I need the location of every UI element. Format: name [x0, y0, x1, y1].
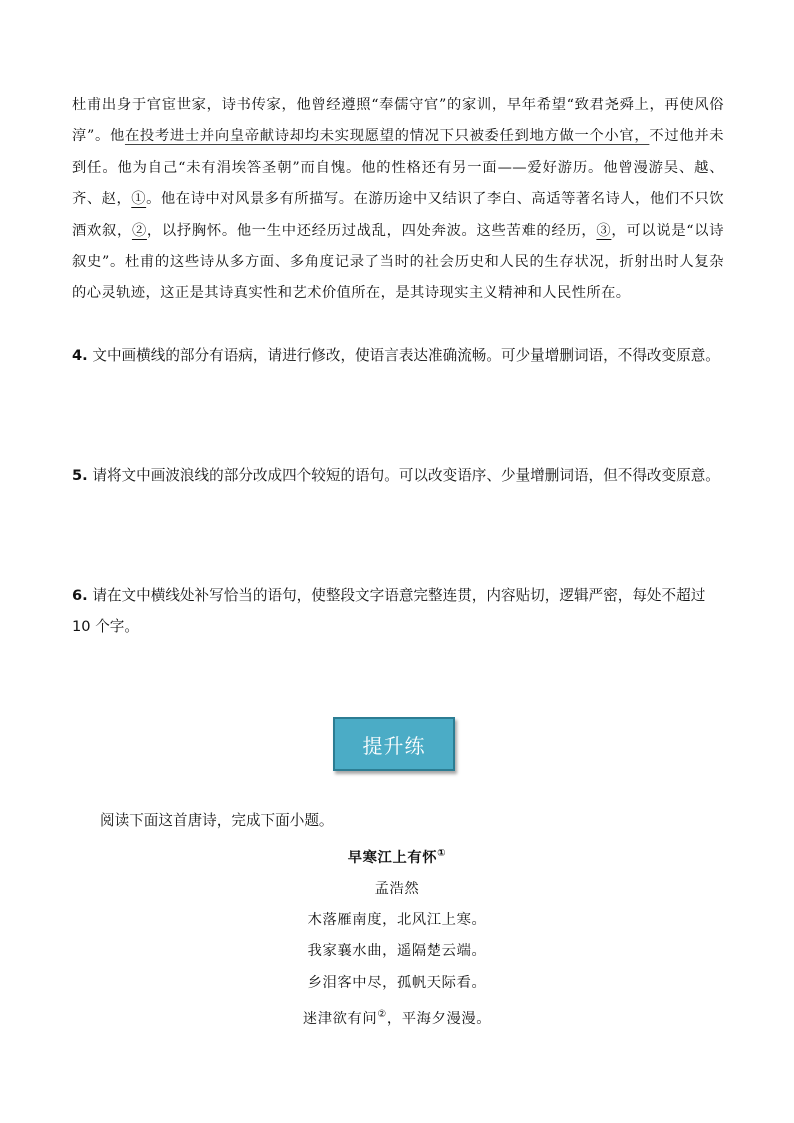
section-banner-label: 提升练 — [362, 733, 426, 758]
question-number: 4. — [72, 347, 88, 364]
passage-text: 杜甫出身于官宦世家，诗书传家，他曾经遵照“奉儒守官”的家训，早年希望“致君尧舜上，再使风俗淳”。他 — [72, 97, 724, 145]
section-banner — [333, 717, 455, 771]
poem-line-part: 迷津欲有问 — [302, 1010, 378, 1027]
blank-3: ③ — [596, 222, 612, 239]
question-text: 文中画横线的部分有语病，请进行修改，使语言表达准确流畅。可少量增删词语，不得改变原意。 — [92, 347, 720, 364]
underlined-sentence: 在投考进士并向皇帝献诗却均未实现愿望的情况下只被委任到地方做一个小官， — [124, 128, 650, 145]
poem-title-text: 早寒江上有怀 — [347, 849, 438, 866]
blank-2: ② — [131, 222, 147, 239]
poem — [200, 838, 594, 1035]
poem-line — [200, 999, 594, 1035]
question-number: 5. — [72, 467, 88, 484]
poem-line: 我家襄水曲，遥隔楚云端。 — [307, 943, 487, 960]
reading-passage — [72, 90, 724, 310]
passage-text: ，可以说是“以诗叙史”。杜甫的这些诗从多方面、多角度记录了当时的社会历史和人民的生存状况，折射出时人复杂的心灵轨迹，这正是其诗真实性和艺术价值所在，是其诗现实主义精神和人民性所在。 — [72, 222, 724, 302]
question-text: 请在文中横线处补写恰当的语句，使整段文字语意完整连贯，内容贴切，逻辑严密，每处不超过 10 个字。 — [72, 587, 706, 635]
footnote-marker: ② — [377, 1008, 387, 1020]
passage-text: 不过他并未到任。他为自己“未有涓埃答圣朝”而自愧。他的性格还有另一面——爱好游历。他曾漫游吴、越、齐、赵， — [72, 128, 725, 208]
poem-line-part: ，平海夕漫漫。 — [386, 1010, 492, 1027]
poem-author: 孟浩然 — [374, 880, 420, 897]
poem-line: 乡泪客中尽，孤帆天际看。 — [307, 974, 487, 991]
question-4 — [72, 340, 724, 371]
footnote-marker: ① — [437, 848, 447, 859]
blank-1: ① — [131, 191, 147, 208]
poem-title — [200, 838, 594, 874]
question-5 — [72, 460, 724, 491]
question-number: 6. — [72, 587, 88, 604]
question-text: 请将文中画波浪线的部分改成四个较短的语句。可以改变语序、少量增删词语，但不得改变原意。 — [92, 467, 720, 484]
passage-text: ，以抒胸怀。他一生中还经历过战乱，四处奔波。这些苦难的经历， — [146, 222, 597, 239]
reading-instruction: 阅读下面这首唐诗，完成下面小题。 — [100, 812, 334, 829]
passage-text: 。他在诗中对风景多有所描写。在游历途中又结识了李白、高适等著名诗人，他们不只饮酒欢叙， — [72, 191, 724, 239]
question-6 — [72, 580, 724, 642]
passage-paragraph — [72, 90, 724, 310]
poem-line: 木落雁南度，北风江上寒。 — [307, 912, 487, 929]
